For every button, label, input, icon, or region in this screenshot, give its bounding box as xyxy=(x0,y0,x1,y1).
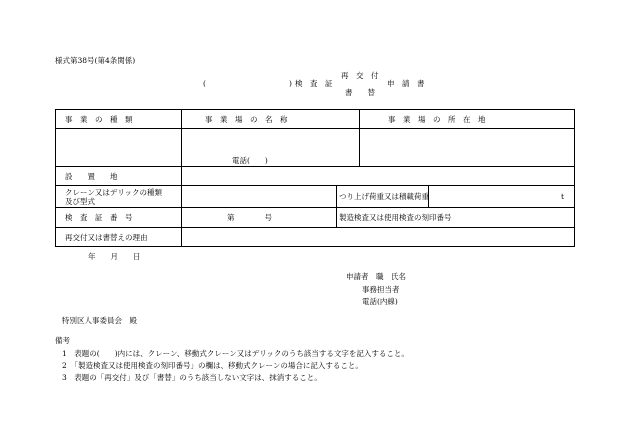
reissue-label: 再 交 付 xyxy=(341,71,379,80)
form-number-label: 様式第38号(第4条関係) xyxy=(55,56,136,65)
crane-type-label-line1: クレーン又はデリックの種類 xyxy=(65,188,163,197)
install-location-field[interactable] xyxy=(182,167,574,185)
applicant-phone-label: 電話(内線) xyxy=(362,297,398,306)
addressee: 特別区人事委員会 殿 xyxy=(62,316,137,325)
title-paren-right: ) xyxy=(289,79,292,88)
crane-type-field[interactable] xyxy=(182,186,336,207)
certificate-label: 検 査 証 xyxy=(295,79,333,88)
rated-load-unit: t xyxy=(561,192,565,201)
header-site-address: 事 業 場 の 所 在 地 xyxy=(388,115,486,124)
rated-load-label: つり上げ荷重又は積載荷重 xyxy=(339,192,429,201)
header-site-name: 事 業 場 の 名 称 xyxy=(205,115,288,124)
date-line: 年 月 日 xyxy=(88,252,141,261)
title-paren-left: ( xyxy=(203,79,206,88)
site-name-field[interactable] xyxy=(182,129,359,166)
note-item: 3 表題の「再交付」及び「書替」のうち該当しない文字は、抹消すること。 xyxy=(62,373,322,382)
note-item: 1 表題の( )内には、クレーン、移動式クレーン又はデリックのうち該当する文字を記入すること。 xyxy=(62,349,409,358)
clerk-label: 事務担当者 xyxy=(362,285,400,294)
notes-title: 備考 xyxy=(55,336,70,345)
crane-type-label-line2: 及び型式 xyxy=(65,197,95,206)
rewrite-label: 書 替 xyxy=(345,88,375,97)
site-phone-label: 電話( ) xyxy=(232,156,268,165)
rated-load-field[interactable] xyxy=(429,186,574,207)
site-address-field[interactable] xyxy=(360,129,574,166)
manufacture-inspection-field[interactable] xyxy=(476,208,574,227)
note-item: 2 「製造検査又は使用検査の刻印番号」の欄は、移動式クレーンの場合に記入すること。 xyxy=(62,361,363,370)
header-business-type: 事 業 の 種 類 xyxy=(65,115,133,124)
application-table xyxy=(55,109,575,247)
cert-number-label: 検 査 証 番 号 xyxy=(65,213,133,222)
application-label: 申 請 書 xyxy=(387,79,425,88)
business-type-field[interactable] xyxy=(56,129,181,166)
reason-label: 再交付又は書替えの理由 xyxy=(65,233,148,242)
manufacture-inspection-label: 製造検査又は使用検査の刻印番号 xyxy=(339,213,452,222)
reason-field[interactable] xyxy=(182,228,574,246)
cert-number-value[interactable]: 第 号 xyxy=(227,213,272,222)
applicant-label: 申請者 職 氏名 xyxy=(346,272,406,281)
install-location-label: 設 置 地 xyxy=(65,172,118,181)
